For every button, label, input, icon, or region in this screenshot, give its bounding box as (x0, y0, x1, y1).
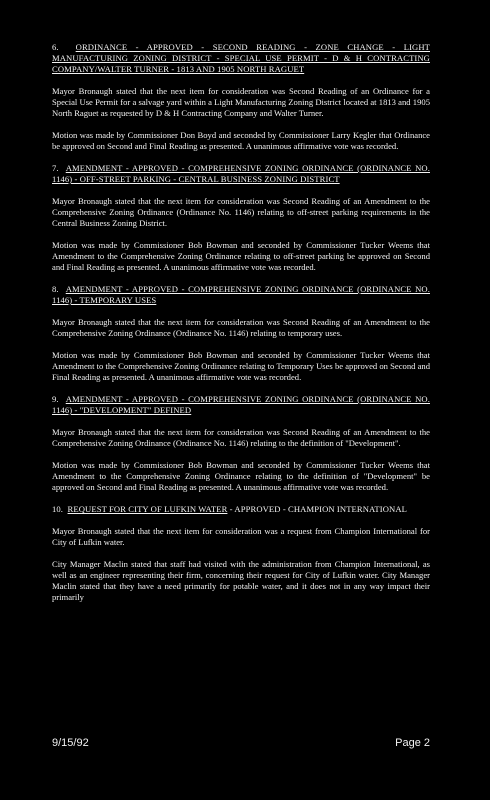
agenda-item-number: 10. (52, 504, 64, 514)
document-page (52, 42, 430, 760)
agenda-item-number: 7. (52, 163, 59, 173)
agenda-item-paragraph: Mayor Bronaugh stated that the next item for consideration was Second Reading of an Ordinance for a Special Use Permit for a salvage yard within a Light Manufacturing Zoning District located at 1813 and 1905 North Raguet as requested by D & H Contracting Company and Walter Turner. (52, 86, 430, 118)
agenda-item-paragraph: Mayor Bronaugh stated that the next item for consideration was a request from Champion International for City of Lufkin water. (52, 526, 430, 547)
agenda-item (52, 284, 430, 383)
agenda-item-number: 6. (52, 42, 59, 52)
footer-date: 9/15/92 (52, 737, 89, 749)
agenda-item-title: AMENDMENT - APPROVED - COMPREHENSIVE ZONING ORDINANCE (ORDINANCE NO. 1146) - "DEVELOPMENT" DEFINED (52, 394, 430, 415)
agenda-item-paragraph: Motion was made by Commissioner Bob Bowman and seconded by Commissioner Tucker Weems that Amendment to the Comprehensive Zoning Ordinance relating to off-street parking be approved on Second and Final Reading as presented. A unanimous affirmative vote was recorded. (52, 240, 430, 272)
agenda-item-number: 9. (52, 394, 59, 404)
agenda-item-heading (52, 284, 430, 306)
agenda-item-title: ORDINANCE - APPROVED - SECOND READING - ZONE CHANGE - LIGHT MANUFACTURING ZONING DISTRICT - SPECIAL USE PERMIT - D & H CONTRACTING COMPANY/WALTER TURNER - 1813 AND 1905 NORTH RAGUET (52, 42, 430, 74)
agenda-item-paragraph: Mayor Bronaugh stated that the next item for consideration was Second Reading of an Amendment to the Comprehensive Zoning Ordinance (Ordinance No. 1146) relating to temporary uses. (52, 317, 430, 338)
agenda-item-paragraph: Motion was made by Commissioner Don Boyd and seconded by Commissioner Larry Kegler that Ordinance be approved on Second and Final Reading as presented. A unanimous affirmative vote was recorded. (52, 130, 430, 151)
footer-page-number: Page 2 (395, 737, 430, 749)
agenda-item (52, 504, 430, 603)
agenda-item-title: AMENDMENT - APPROVED - COMPREHENSIVE ZONING ORDINANCE (ORDINANCE NO. 1146) - TEMPORARY USES (52, 284, 430, 305)
agenda-item-heading (52, 163, 430, 185)
agenda-item-title: AMENDMENT - APPROVED - COMPREHENSIVE ZONING ORDINANCE (ORDINANCE NO. 1146) - OFF-STREET PARKING - CENTRAL BUSINESS ZONING DISTRICT (52, 163, 430, 184)
agenda-item-paragraph: Mayor Bronaugh stated that the next item for consideration was Second Reading of an Amendment to the Comprehensive Zoning Ordinance (Ordinance No. 1146) relating to the definition of "Development". (52, 427, 430, 448)
agenda-item-heading (52, 42, 430, 75)
agenda-item-paragraph: City Manager Maclin stated that staff had visited with the administration from Champion International, as well as an engineer representing their firm, concerning their request for City of Lufkin water. City Manager Maclin stated that they have a need primarily for potable water, and it does not in any way impact their primarily (52, 559, 430, 602)
agenda-item (52, 42, 430, 152)
agenda-item-title: REQUEST FOR CITY OF LUFKIN WATER (67, 504, 228, 514)
agenda-item-paragraph: Motion was made by Commissioner Bob Bowman and seconded by Commissioner Tucker Weems that Amendment to the Comprehensive Zoning Ordinance relating to the definition of "Development" be approved on Second and Final Reading as presented. A unanimous affirmative vote was recorded. (52, 460, 430, 492)
agenda-item-title-rest: - APPROVED - CHAMPION INTERNATIONAL (227, 504, 407, 514)
agenda-item (52, 163, 430, 273)
agenda-item-heading (52, 504, 430, 515)
page-footer (52, 738, 430, 749)
minutes-body (52, 42, 430, 603)
agenda-item-number: 8. (52, 284, 59, 294)
agenda-item-paragraph: Motion was made by Commissioner Bob Bowman and seconded by Commissioner Tucker Weems that Amendment to the Comprehensive Zoning Ordinance relating to Temporary Uses be approved on Second and Final Reading as presented. A unanimous affirmative vote was recorded. (52, 350, 430, 382)
agenda-item-heading (52, 394, 430, 416)
agenda-item-paragraph: Mayor Bronaugh stated that the next item for consideration was Second Reading of an Amendment to the Comprehensive Zoning Ordinance (Ordinance No. 1146) relating to off-street parking requirements in the Central Business Zoning District. (52, 196, 430, 228)
agenda-item (52, 394, 430, 493)
